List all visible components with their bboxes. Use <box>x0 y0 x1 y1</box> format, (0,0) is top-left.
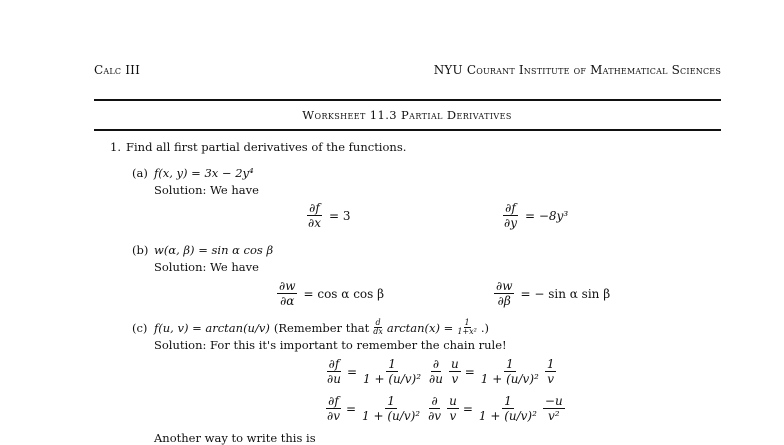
part-a-label: (a) <box>132 166 148 180</box>
f2-den: ∂v <box>428 409 442 423</box>
result-rhs: = − sin α sin β <box>520 286 611 301</box>
partial-num: ∂w <box>279 279 296 293</box>
partial-num: ∂f <box>505 201 516 215</box>
top-rule <box>94 99 721 101</box>
partial-den: ∂α <box>280 294 295 308</box>
worksheet-title: Worksheet 11.3 Partial Derivatives <box>302 108 512 122</box>
partial-num: ∂f <box>309 201 320 215</box>
op-den: dx <box>373 327 383 336</box>
problem-number: 1. <box>110 140 121 154</box>
problem-prompt: Find all first partial derivatives of the functions. <box>126 140 407 154</box>
lhs-den: ∂v <box>327 409 340 423</box>
lhs-den: ∂u <box>327 372 341 386</box>
r1-den: 1 + (u/v)² <box>480 372 539 386</box>
course-name: Calc III <box>94 63 141 77</box>
result-rhs: = −8y³ <box>524 208 569 223</box>
r2-den: v <box>547 372 555 386</box>
f2-num: ∂ <box>432 357 440 371</box>
part-c-trailing-text: Another way to write this is <box>154 431 316 445</box>
frac-den: 1+x² <box>457 327 477 336</box>
f1-den: 1 + (u/v)² <box>362 409 421 423</box>
f1-den: 1 + (u/v)² <box>363 372 422 386</box>
r1-num: 1 <box>504 394 512 408</box>
f1-num: 1 <box>388 357 396 371</box>
part-c-solution-lead: Solution: For this it's important to remember the chain rule! <box>154 338 507 352</box>
f3-den: v <box>451 372 459 386</box>
result-rhs: = 3 <box>328 208 351 223</box>
part-a-result-y <box>502 201 568 230</box>
part-c-label: (c) <box>132 321 148 335</box>
part-b-solution-lead: Solution: We have <box>154 260 259 274</box>
chain-rule-v <box>325 394 565 423</box>
equals-sign: = <box>345 401 357 416</box>
arctan-derivative-fraction <box>457 319 477 336</box>
partial-num: ∂w <box>496 279 513 293</box>
chain-rule-u <box>325 357 556 386</box>
f3-num: u <box>450 357 459 371</box>
op-num: d <box>375 318 381 327</box>
equals-sign: = <box>462 401 473 416</box>
f3-den: v <box>449 409 457 423</box>
r2-num: 1 <box>546 357 555 371</box>
equals-sign: = <box>464 364 475 379</box>
result-rhs: = cos α cos β <box>303 286 385 301</box>
lhs-num: ∂f <box>328 394 339 408</box>
r1-den: 1 + (u/v)² <box>478 409 537 423</box>
f1-num: 1 <box>387 394 395 408</box>
r1-num: 1 <box>505 357 514 371</box>
equals-sign: = <box>346 364 357 379</box>
r2-num: −u <box>544 394 563 408</box>
partial-den: ∂y <box>504 216 517 230</box>
frac-num: 1 <box>464 318 470 327</box>
f2-den: ∂u <box>429 372 443 386</box>
remember-suffix: .) <box>480 320 489 335</box>
derivative-operator <box>373 319 383 336</box>
partial-den: ∂β <box>497 294 511 308</box>
part-c-statement-line <box>154 319 489 336</box>
bottom-rule <box>94 129 721 131</box>
institution-name: NYU Courant Institute of Mathematical Sciences <box>433 63 721 77</box>
part-b-result-beta <box>494 279 610 308</box>
part-b-label: (b) <box>132 243 149 257</box>
part-b-statement: w(α, β) = sin α cos β <box>154 243 274 257</box>
remember-prefix: (Remember that <box>273 320 370 335</box>
lhs-num: ∂f <box>328 357 340 371</box>
partial-den: ∂x <box>308 216 321 230</box>
f2-num: ∂ <box>431 394 438 408</box>
part-a-result-x <box>306 201 351 230</box>
f3-num: u <box>449 394 457 408</box>
remember-mid: arctan(x) = <box>386 320 454 335</box>
part-c-statement: f(u, v) = arctan(u/v) <box>154 320 270 335</box>
part-a-solution-lead: Solution: We have <box>154 183 259 197</box>
part-a-statement: f(x, y) = 3x − 2y⁴ <box>154 166 254 180</box>
r2-den: v² <box>548 409 560 423</box>
part-b-result-alpha <box>277 279 384 308</box>
